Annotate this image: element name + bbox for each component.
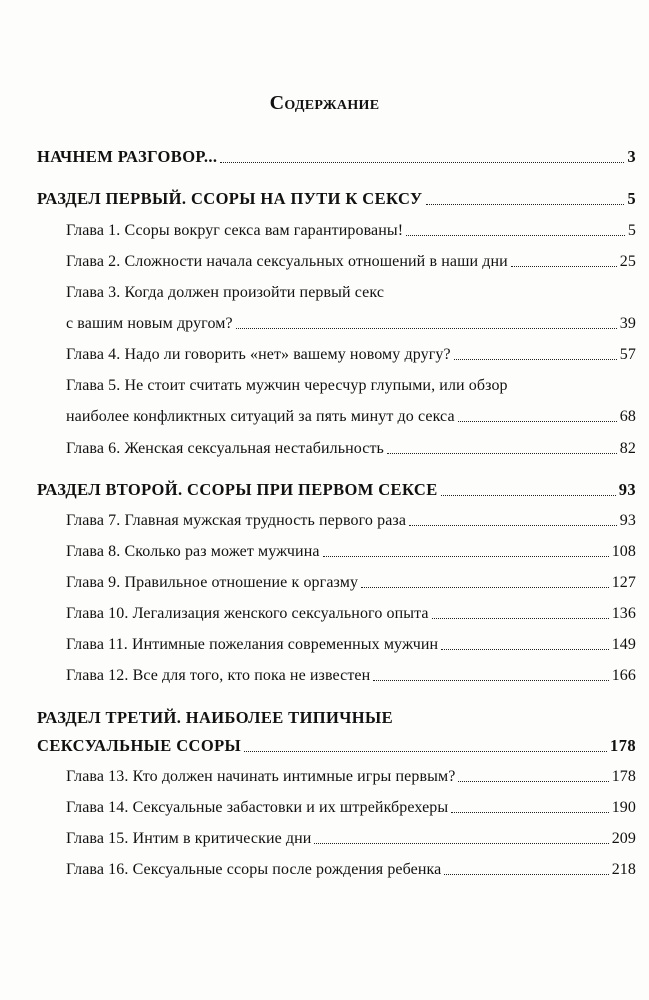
entry-label: НАЧНЕМ РАЗГОВОР...	[37, 147, 218, 166]
entry-page: 209	[611, 830, 636, 847]
entry-page: 178	[611, 768, 636, 785]
dot-leader	[244, 750, 607, 752]
dot-leader	[441, 494, 616, 496]
dot-leader	[387, 452, 617, 454]
entry-label: наиболее конфликтных ситуаций за пять минут до секса	[66, 408, 455, 425]
entry-page: 82	[619, 440, 636, 457]
entry-page: 149	[611, 636, 636, 653]
entry-page: 25	[619, 253, 636, 270]
dot-leader	[458, 780, 608, 782]
dot-leader	[323, 555, 609, 557]
entry-page: 5	[627, 222, 636, 239]
dot-leader	[511, 265, 617, 267]
entry-label: РАЗДЕЛ ПЕРВЫЙ. ССОРЫ НА ПУТИ К СЕКСУ	[37, 189, 423, 208]
entry-page: 93	[619, 512, 636, 529]
toc-title: Содержание	[269, 92, 380, 114]
toc-chapter-6[interactable]	[66, 440, 636, 458]
toc-chapter-3[interactable]	[66, 315, 636, 333]
entry-page: 127	[611, 574, 636, 591]
toc-chapter-12[interactable]	[66, 667, 636, 685]
entry-label: Глава 16. Сексуальные ссоры после рождения ребенка	[66, 861, 442, 878]
entry-page: 166	[611, 667, 636, 684]
entry-label: РАЗДЕЛ ВТОРОЙ. ССОРЫ ПРИ ПЕРВОМ СЕКСЕ	[37, 480, 438, 499]
dot-leader	[444, 873, 608, 875]
toc-entry-intro[interactable]	[37, 147, 636, 167]
toc-chapter-11[interactable]	[66, 636, 636, 654]
entry-label: Глава 11. Интимные пожелания современных мужчин	[66, 636, 439, 653]
dot-leader	[361, 586, 609, 588]
entry-page: 5	[627, 189, 636, 208]
entry-page: 108	[611, 543, 636, 560]
entry-page: 136	[611, 605, 636, 622]
toc-chapter-4[interactable]	[66, 346, 636, 364]
toc-section-part2[interactable]	[37, 480, 636, 500]
dot-leader	[236, 327, 617, 329]
toc-chapter-8[interactable]	[66, 543, 636, 561]
toc-chapter-16[interactable]	[66, 861, 636, 879]
entry-label: Глава 8. Сколько раз может мужчина	[66, 543, 320, 560]
dot-leader	[432, 617, 609, 619]
entry-label: Глава 10. Легализация женского сексуального опыта	[66, 605, 429, 622]
entry-label: Глава 15. Интим в критические дни	[66, 830, 312, 847]
toc-chapter-15[interactable]	[66, 830, 636, 848]
dot-leader	[458, 420, 617, 422]
dot-leader	[451, 811, 608, 813]
entry-label: Глава 2. Сложности начала сексуальных отношений в наши дни	[66, 253, 508, 270]
toc-chapter-5[interactable]	[66, 408, 636, 426]
entry-label: Глава 14. Сексуальные забастовки и их штрейкбрехеры	[66, 799, 449, 816]
toc-chapter-1[interactable]	[66, 222, 636, 240]
toc-section-part3[interactable]	[37, 736, 636, 756]
entry-label: Глава 4. Надо ли говорить «нет» вашему новому другу?	[66, 346, 451, 363]
entry-label: СЕКСУАЛЬНЫЕ ССОРЫ	[37, 736, 242, 755]
toc-section-part1[interactable]	[37, 189, 636, 209]
entry-page: 190	[611, 799, 636, 816]
dot-leader	[409, 524, 617, 526]
dot-leader	[426, 203, 625, 205]
toc-chapter-7[interactable]	[66, 512, 636, 530]
dot-leader	[454, 358, 617, 360]
entry-page: 39	[619, 315, 636, 332]
dot-leader	[314, 842, 608, 844]
entry-label: Глава 9. Правильное отношение к оргазму	[66, 574, 359, 591]
dot-leader	[441, 648, 609, 650]
entry-label: Глава 12. Все для того, кто пока не известен	[66, 667, 371, 684]
toc-chapter-5-line1[interactable]: Глава 5. Не стоит считать мужчин чересчур глупыми, или обзор	[66, 377, 508, 394]
entry-page: 3	[627, 147, 636, 166]
entry-page: 178	[610, 736, 636, 755]
entry-label: Глава 13. Кто должен начинать интимные игры первым?	[66, 768, 456, 785]
toc-chapter-10[interactable]	[66, 605, 636, 623]
dot-leader	[220, 161, 624, 163]
toc-chapter-2[interactable]	[66, 253, 636, 271]
toc-chapter-3-line1[interactable]: Глава 3. Когда должен произойти первый секс	[66, 284, 385, 301]
entry-page: 218	[611, 861, 636, 878]
entry-label: Глава 6. Женская сексуальная нестабильность	[66, 440, 384, 457]
entry-label: Глава 7. Главная мужская трудность первого раза	[66, 512, 407, 529]
dot-leader	[406, 234, 625, 236]
toc-chapter-9[interactable]	[66, 574, 636, 592]
entry-label: с вашим новым другом?	[66, 315, 233, 332]
dot-leader	[373, 679, 608, 681]
entry-page: 68	[619, 408, 636, 425]
entry-label: Глава 1. Ссоры вокруг секса вам гарантированы!	[66, 222, 404, 239]
entry-page: 93	[618, 480, 636, 499]
toc-chapter-13[interactable]	[66, 768, 636, 786]
toc-chapter-14[interactable]	[66, 799, 636, 817]
entry-page: 57	[619, 346, 636, 363]
toc-section-part3-line1[interactable]: РАЗДЕЛ ТРЕТИЙ. НАИБОЛЕЕ ТИПИЧНЫЕ	[37, 708, 394, 727]
